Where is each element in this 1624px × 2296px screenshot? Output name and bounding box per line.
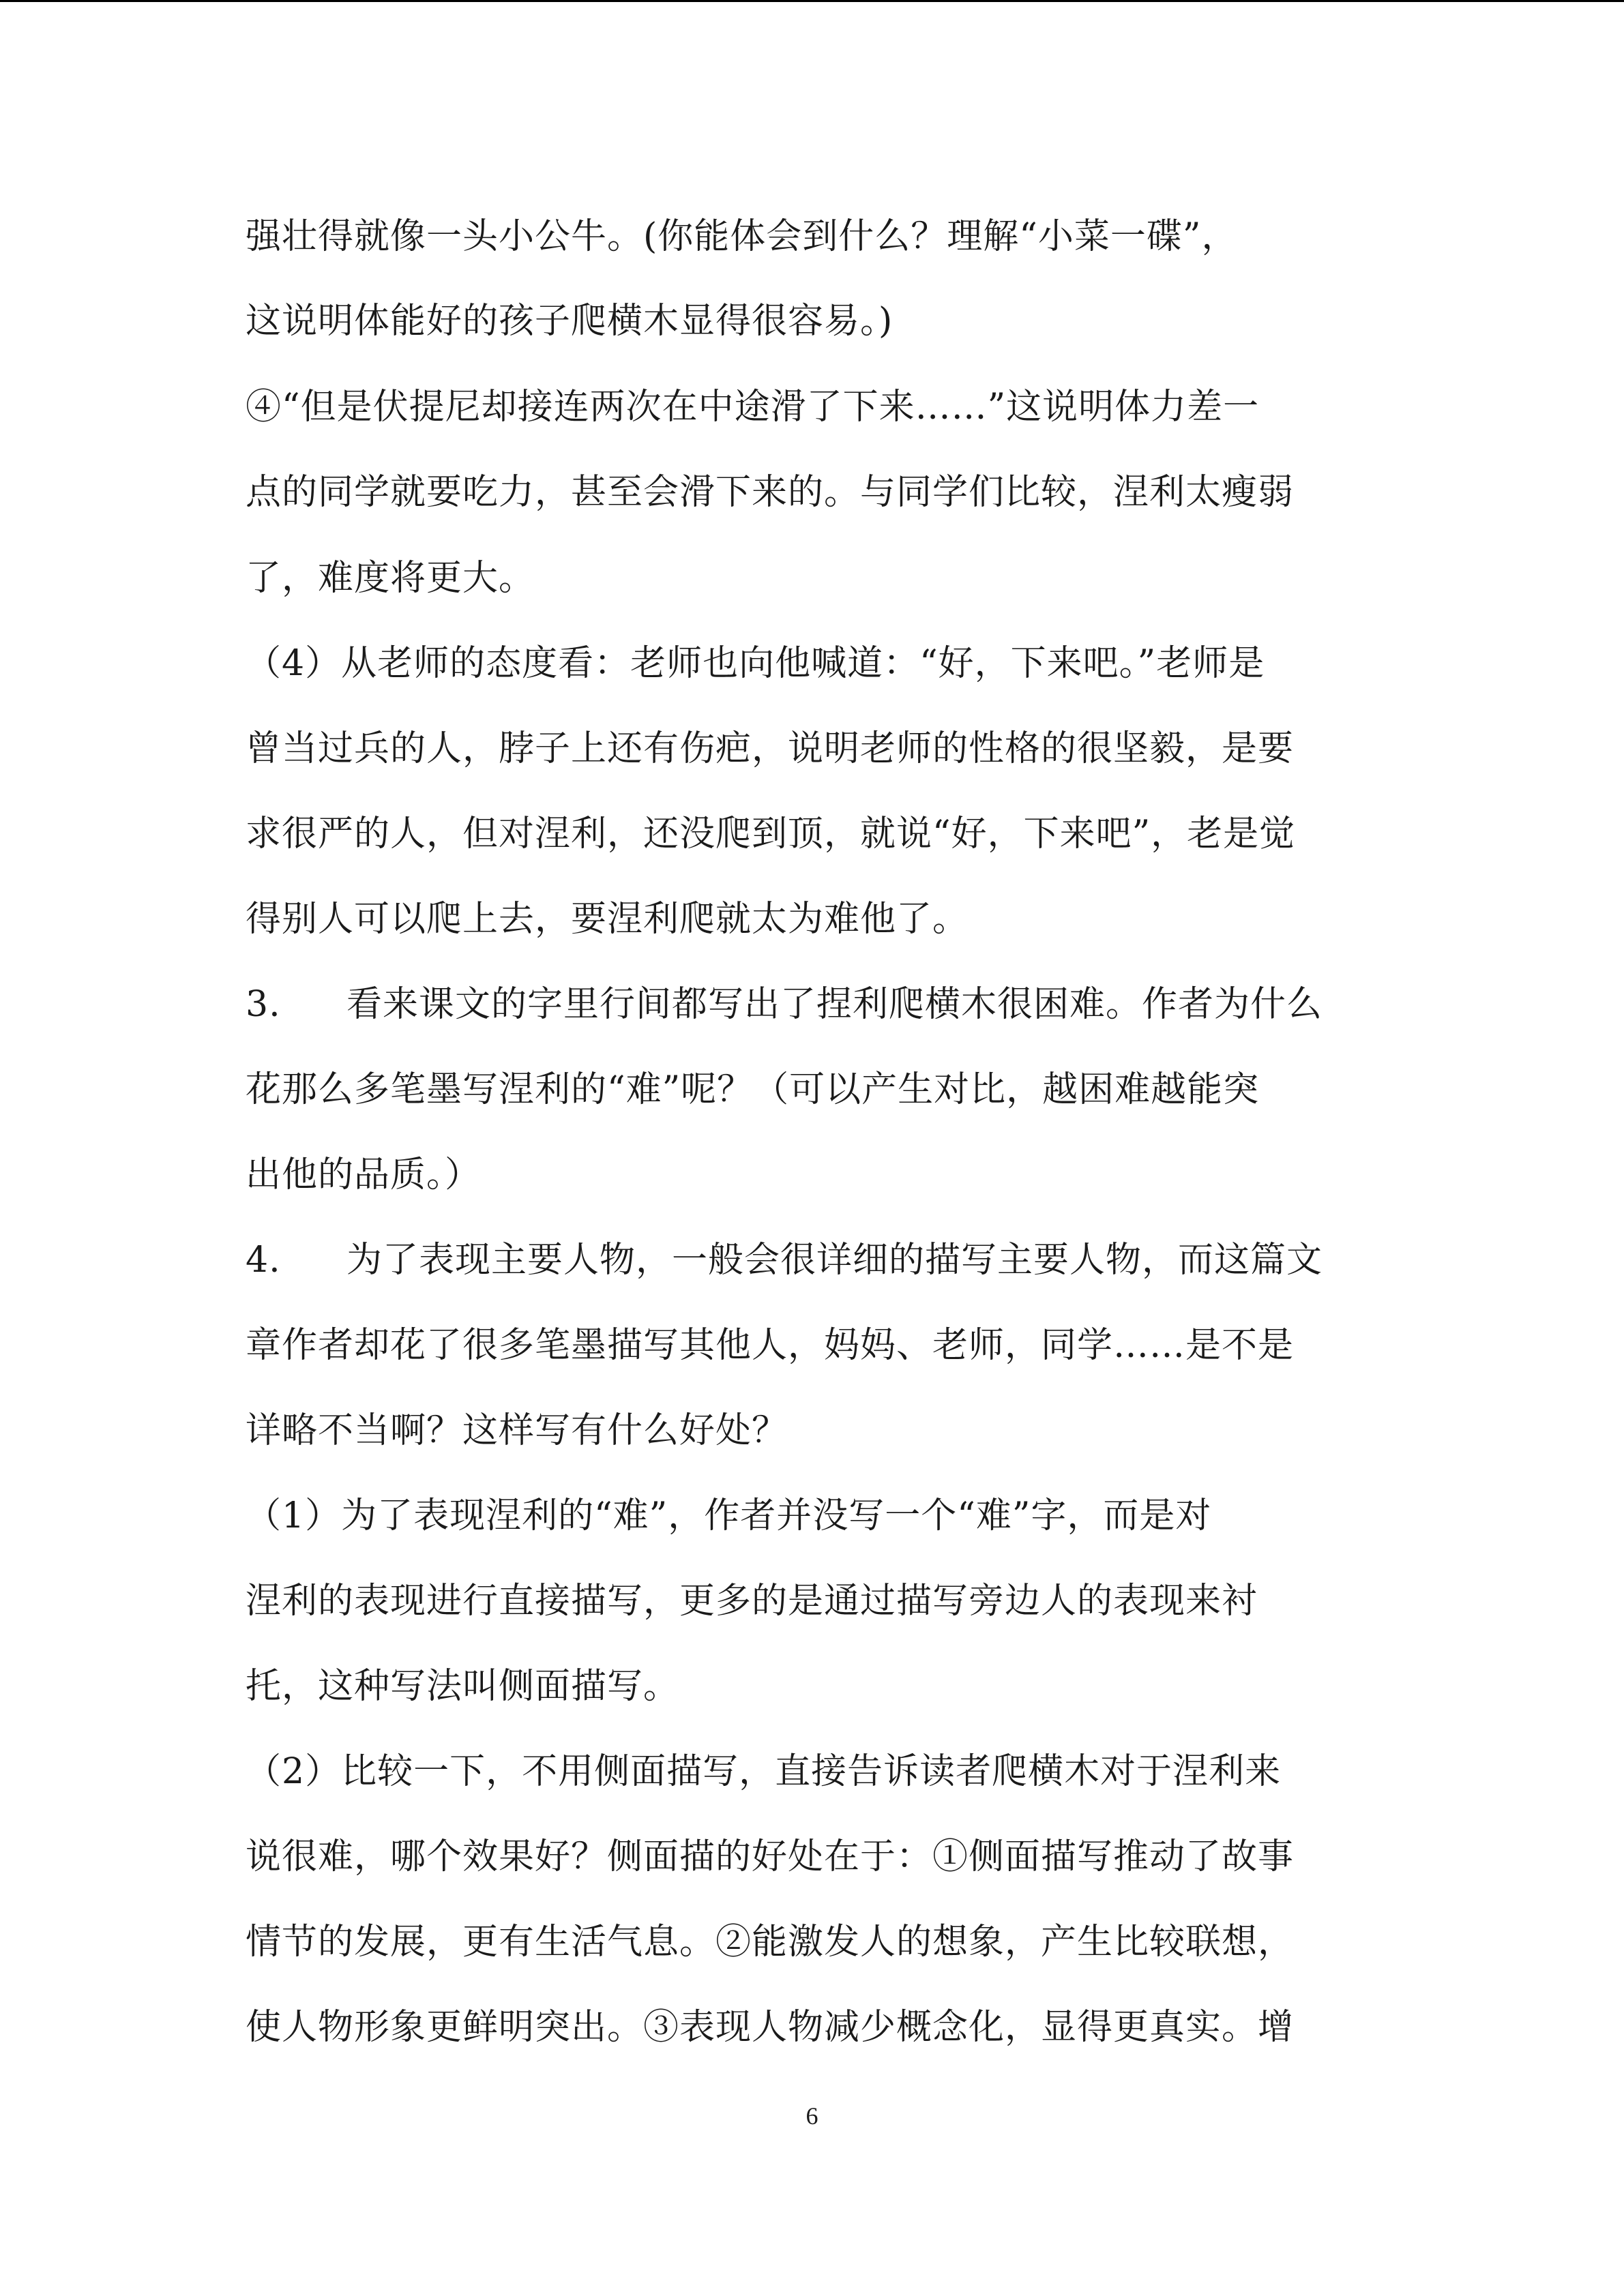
text-line: 花那么多笔墨写涅利的“难”呢？（可以产生对比，越困难越能突	[246, 1069, 1260, 1110]
text-line: 得别人可以爬上去，要涅利爬就太为难他了。	[246, 899, 969, 940]
text-line: 看来课文的字里行间都写出了捏利爬横木很困难。作者为什么	[346, 984, 1323, 1025]
text-line: 说很难，哪个效果好？侧面描的好处在于：①侧面描写推动了故事	[246, 1836, 1295, 1877]
text-line: 出他的品质。）	[246, 1154, 482, 1195]
text-line: 托，这种写法叫侧面描写。	[246, 1666, 680, 1707]
text-line: 强壮得就像一头小公牛。(你能体会到什么？理解“小菜一碟”，	[246, 216, 1238, 257]
page-number: 6	[806, 2102, 818, 2130]
text-line: 章作者却花了很多笔墨描写其他人，妈妈、老师，同学……是不是	[246, 1325, 1295, 1366]
text-line: 为了表现主要人物，一般会很详细的描写主要人物，而这篇文	[346, 1240, 1323, 1281]
text-line: 使人物形象更鲜明突出。③表现人物减少概念化，显得更真实。增	[246, 2007, 1295, 2048]
item-number: 3.	[246, 984, 281, 1025]
text-line: 涅利的表现进行直接描写，更多的是通过描写旁边人的表现来衬	[246, 1581, 1258, 1622]
item-number: 4.	[246, 1240, 281, 1281]
text-line: 情节的发展，更有生活气息。②能激发人的想象，产生比较联想，	[246, 1922, 1295, 1963]
text-line: （1）为了表现涅利的“难”，作者并没写一个“难”字，而是对	[246, 1495, 1212, 1536]
text-line: 点的同学就要吃力，甚至会滑下来的。与同学们比较，涅利太瘦弱	[246, 472, 1295, 513]
text-line: （2）比较一下，不用侧面描写，直接告诉读者爬横木对于涅利来	[246, 1751, 1282, 1792]
numbered-item-4	[246, 1240, 1323, 1281]
top-border	[0, 0, 1624, 2]
text-line: 详略不当啊？这样写有什么好处？	[246, 1410, 788, 1451]
numbered-item-3	[246, 984, 1323, 1025]
text-line: ④“但是伏提尼却接连两次在中途滑了下来……”这说明体力差一	[246, 387, 1260, 428]
text-line: （4）从老师的态度看：老师也向他喊道：“好，下来吧。”老师是	[246, 643, 1265, 684]
text-line: 这说明体能好的孩子爬横木显得很容易。)	[246, 301, 894, 342]
text-line: 曾当过兵的人，脖子上还有伤疤，说明老师的性格的很坚毅，是要	[246, 728, 1295, 769]
text-line: 了，难度将更大。	[246, 558, 535, 599]
text-line: 求很严的人，但对涅利，还没爬到顶，就说“好，下来吧”，老是觉	[246, 814, 1296, 854]
